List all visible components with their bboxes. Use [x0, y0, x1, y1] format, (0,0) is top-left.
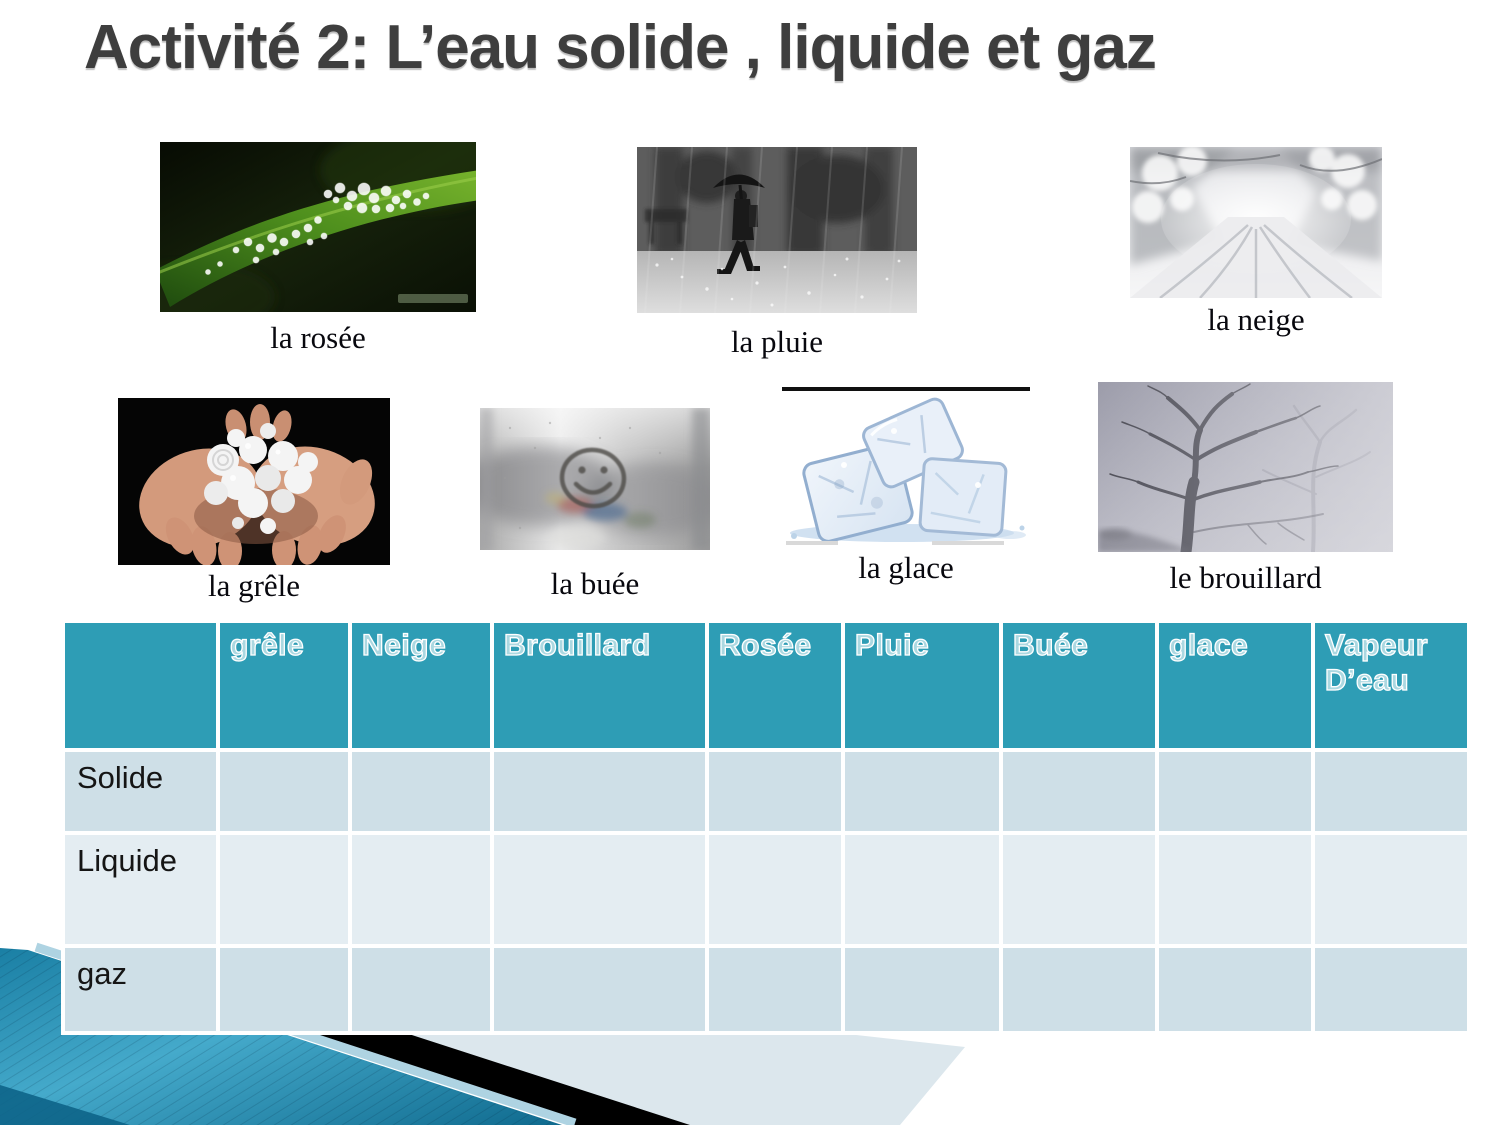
row-header-liquide: Liquide — [63, 833, 218, 946]
answer-cell[interactable] — [218, 946, 350, 1033]
figure-le-brouillard — [1098, 382, 1393, 595]
col-header-grele: grêle — [218, 621, 350, 750]
answer-cell[interactable] — [1001, 750, 1157, 833]
glace-divider-line — [782, 387, 1030, 391]
col-header-neige: Neige — [350, 621, 492, 750]
answer-cell[interactable] — [1157, 833, 1313, 946]
photo-la-glace-ice-cubes — [782, 395, 1030, 547]
answer-cell[interactable] — [350, 833, 492, 946]
answer-cell[interactable] — [492, 833, 707, 946]
caption-le-brouillard: le brouillard — [1169, 560, 1322, 595]
caption-la-neige: la neige — [1207, 302, 1305, 337]
answer-cell[interactable] — [707, 946, 843, 1033]
caption-la-glace: la glace — [858, 550, 954, 585]
caption-la-rosee: la rosée — [270, 320, 366, 355]
row-header-solide: Solide — [63, 750, 218, 833]
col-header-blank — [63, 621, 218, 750]
answer-cell[interactable] — [843, 750, 1001, 833]
col-header-rosee: Rosée — [707, 621, 843, 750]
photo-la-pluie-rain-street — [637, 147, 917, 313]
figure-la-buee — [480, 408, 710, 601]
answer-cell[interactable] — [1313, 833, 1469, 946]
photo-la-rosee-dew-leaf — [160, 142, 476, 312]
figure-la-glace — [782, 387, 1030, 585]
caption-la-grele: la grêle — [207, 568, 301, 603]
caption-la-pluie: la pluie — [730, 324, 824, 359]
col-header-brouillard: Brouillard — [492, 621, 707, 750]
answer-cell[interactable] — [350, 750, 492, 833]
figure-la-neige — [1130, 147, 1382, 337]
col-header-vapeur-deau: Vapeur D’eau — [1313, 621, 1469, 750]
figure-la-pluie — [637, 147, 917, 359]
answer-cell[interactable] — [1157, 750, 1313, 833]
answer-cell[interactable] — [1001, 833, 1157, 946]
answer-cell[interactable] — [843, 946, 1001, 1033]
col-header-glace: glace — [1157, 621, 1313, 750]
answer-cell[interactable] — [1313, 946, 1469, 1033]
answer-cell[interactable] — [707, 833, 843, 946]
figure-la-grele — [118, 398, 390, 603]
photo-le-brouillard-foggy-tree — [1098, 382, 1393, 552]
answer-cell[interactable] — [350, 946, 492, 1033]
answer-cell[interactable] — [1313, 750, 1469, 833]
photo-la-grele-hail-in-hands — [118, 398, 390, 565]
states-table — [61, 619, 1471, 1035]
answer-cell[interactable] — [492, 750, 707, 833]
photo-la-buee-fogged-window-smiley — [480, 408, 710, 550]
answer-cell[interactable] — [707, 750, 843, 833]
slide-title: Activité 2: L’eau solide , liquide et gaz — [84, 13, 1156, 82]
answer-cell[interactable] — [492, 946, 707, 1033]
photo-la-neige-snowy-road — [1130, 147, 1382, 298]
caption-la-buee: la buée — [550, 566, 640, 601]
answer-cell[interactable] — [218, 833, 350, 946]
answer-cell[interactable] — [1001, 946, 1157, 1033]
col-header-buee: Buée — [1001, 621, 1157, 750]
col-header-pluie: Pluie — [843, 621, 1001, 750]
answer-cell[interactable] — [218, 750, 350, 833]
answer-cell[interactable] — [843, 833, 1001, 946]
figure-la-rosee — [160, 142, 476, 355]
answer-cell[interactable] — [1157, 946, 1313, 1033]
row-header-gaz: gaz — [63, 946, 218, 1033]
